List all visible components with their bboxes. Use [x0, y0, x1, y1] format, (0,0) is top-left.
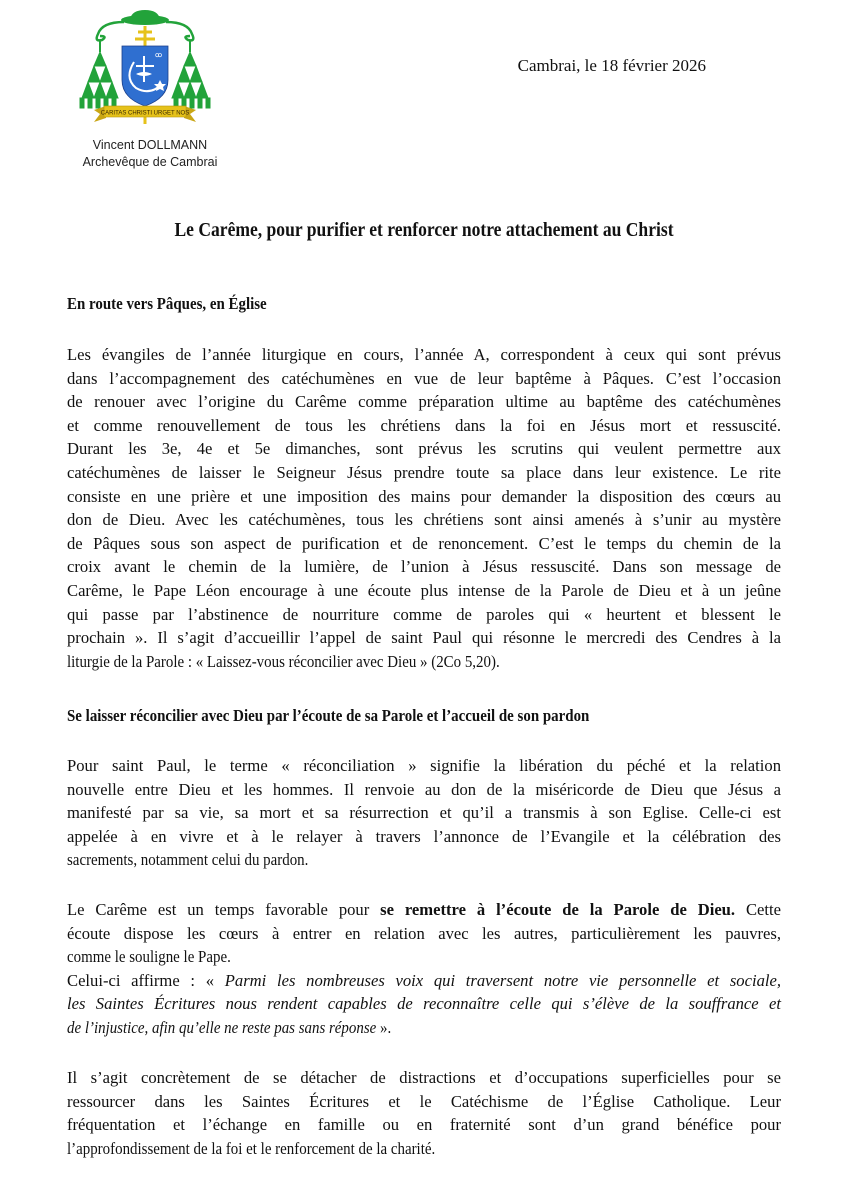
galero-cord-right — [166, 22, 193, 40]
lent-listening-paragraph — [67, 898, 781, 1040]
paragraph-line: et comme renouvellement de tous les chrétiens dans la foi en Jésus mort et ressuscité. — [67, 415, 781, 435]
tassels-left — [80, 40, 118, 108]
paragraph-line — [67, 969, 781, 993]
paragraph-line: l’approfondissement de la foi et le renforcement de la charité. — [67, 1138, 436, 1158]
dateline: Cambrai, le 18 février 2026 — [517, 56, 706, 75]
paragraph-line: appelée à en vivre et à le relayer à travers l’annonce de l’Evangile et la célébration des — [67, 826, 781, 846]
paragraph-line: de renouer avec l’origine du Carême comme préparation ultime au baptême des catéchumènes — [67, 392, 781, 412]
paragraph-line: Pour saint Paul, le terme « réconciliation » signifie la libération du péché et la relation — [67, 756, 781, 775]
text-run: Cette — [735, 900, 781, 919]
paragraph-line: fréquentation et l’échange en famille ou en fraternité sont d’un grand bénéfice pour — [67, 1115, 781, 1135]
paragraph-line: consiste en une prière et une imposition des mains pour demander la disposition des cœurs au — [67, 486, 781, 506]
signer-title: Archevêque de Cambrai — [82, 155, 218, 169]
quote-italic: les Saintes Écritures nous rendent capables de reconnaître celle qui s’élève de la souffrance et — [67, 994, 781, 1014]
paragraph-line — [67, 1016, 781, 1040]
paragraph-line: Les évangiles de l’année liturgique en cours, l’année A, correspondent à ceux qui sont prévus — [67, 345, 781, 364]
paragraph-line: sacrements, notamment celui du pardon. — [67, 850, 309, 870]
paragraph-line: Durant les 3e, 4e et 5e dimanches, sont prévus les scrutins qui veulent permettre aux — [67, 439, 781, 459]
section-1-paragraph — [67, 343, 781, 673]
paragraph-line: don de Dieu. Avec les catéchumènes, tous les chrétiens sont ainsi amenés à s’unir au mystère — [67, 510, 781, 530]
svg-text:ꝏ: ꝏ — [155, 52, 163, 59]
archbishop-coat-of-arms — [72, 6, 218, 130]
signer-name: Vincent DOLLMANN — [92, 138, 208, 152]
paragraph-line: nouvelle entre Dieu et les hommes. Il renvoie au don de la miséricorde de Dieu que Jésus a — [67, 779, 781, 799]
paragraph-line: catéchumènes de laisser le Seigneur Jésus prendre toute sa place dans leur existence. Le rite — [67, 462, 781, 482]
galero-hat-crown — [130, 10, 160, 19]
paragraph-line: qui passe par l’abstinence de nourriture comme de paroles qui « heurtent et blessent le — [67, 604, 781, 624]
paragraph-line — [67, 992, 781, 1016]
section-heading: En route vers Pâques, en Église — [67, 294, 267, 313]
section-heading: Se laisser réconcilier avec Dieu par l’écoute de sa Parole et l’accueil de son pardon — [67, 706, 590, 725]
tassels-right — [172, 40, 210, 108]
paragraph-line: prochain ». Il s’agit d’accueillir l’appel de saint Paul qui résonne le mercredi des Cendres à la — [67, 628, 781, 648]
paragraph-line: dans l’accompagnement des catéchumènes en vue de leur baptême à Pâques. C’est l’occasion — [67, 368, 781, 388]
signer-block — [60, 137, 240, 171]
quote-italic: de l’injustice, afin qu’elle ne reste pas sans réponse — [67, 1017, 377, 1037]
paragraph-line: ressourcer dans les Saintes Écritures et le Catéchisme de l’Église Catholique. Leur — [67, 1091, 781, 1111]
paragraph-line: de Pâques sous son aspect de purification et de renoncement. C’est le temps du chemin de la — [67, 533, 781, 553]
quote-italic: Parmi les nombreuses voix qui traversent notre vie personnelle et sociale, — [224, 970, 781, 990]
paragraph-line — [67, 898, 781, 922]
text-run: Le Carême est un temps favorable pour — [67, 900, 381, 919]
paragraph-line: croix avant le chemin de la lumière, de l’union à Jésus ressuscité. Dans son message de — [67, 557, 781, 577]
crest-motto: CARITAS CHRISTI URGET NOS — [100, 110, 190, 117]
scripture-paragraph — [67, 1066, 781, 1160]
paragraph-line: Carême, le Pape Léon encourage à une écoute plus intense de la Parole de Dieu et à un jeûne — [67, 580, 781, 600]
galero-cord-left — [97, 22, 124, 40]
paragraph-line: Il s’agit concrètement de se détacher de distractions et d’occupations superficielles pour se — [67, 1068, 781, 1087]
emphasis-bold: se remettre à l’écoute de la Parole de Dieu. — [380, 900, 736, 919]
text-run: ». — [376, 1017, 392, 1037]
paragraph-line: comme le souligne le Pape. — [67, 947, 231, 967]
document-title: Le Carême, pour purifier et renforcer notre attachement au Christ — [174, 220, 674, 241]
text-run: Celui-ci affirme : « — [67, 970, 225, 990]
paragraph-line: manifesté par sa vie, sa mort et sa résurrection et qu’il a transmis à son Eglise. Celle-ci est — [67, 803, 781, 823]
paragraph-line: écoute dispose les cœurs à entrer en relation avec les autres, particulièrement les pauvres, — [67, 923, 781, 943]
paragraph-line: liturgie de la Parole : « Laissez-vous réconcilier avec Dieu » (2Co 5,20). — [67, 651, 500, 671]
section-2-paragraph — [67, 754, 781, 872]
